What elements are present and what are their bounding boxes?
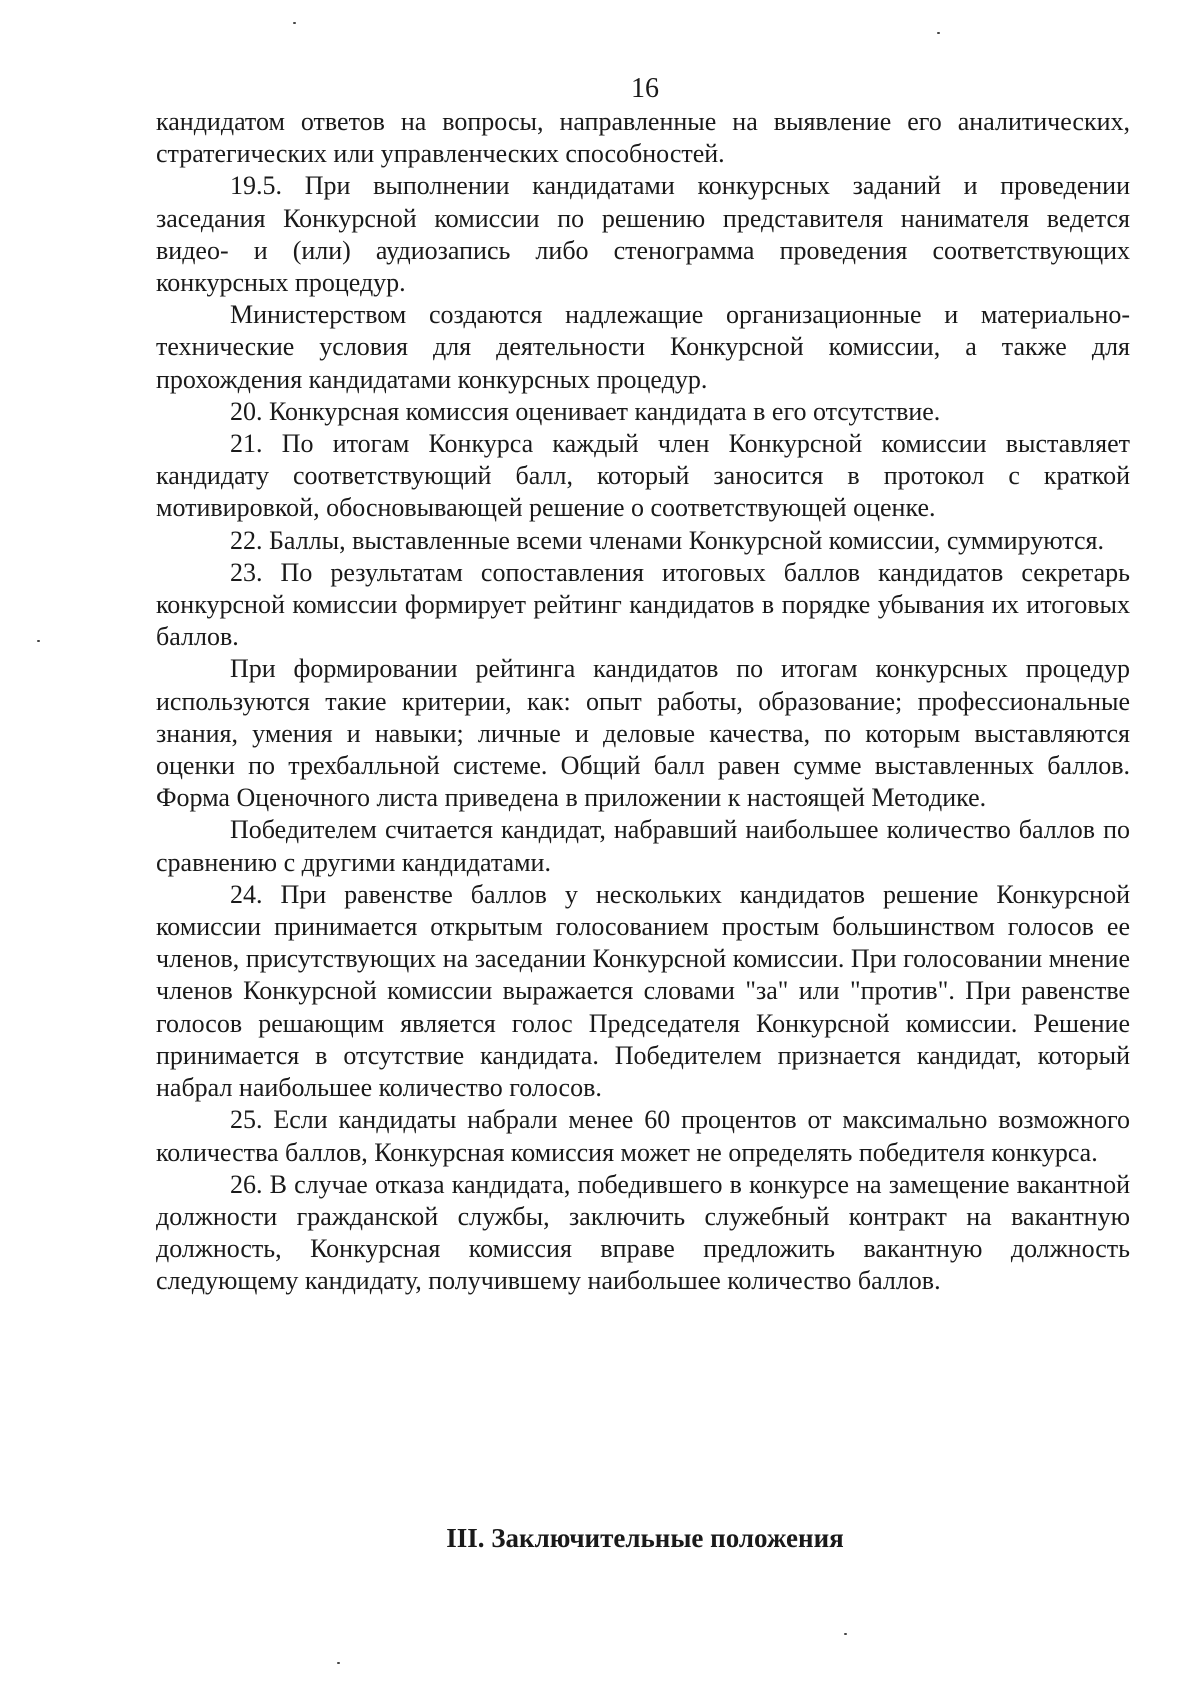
scan-speck [37, 640, 40, 642]
paragraph-winner: Победителем считается кандидат, набравший наибольшее количество баллов по сравнению с другими кандидатами. [156, 815, 1130, 877]
scan-speck [337, 1662, 340, 1664]
paragraph-22: 22. Баллы, выставленные всеми членами Конкурсной комиссии, суммируются. [230, 525, 1104, 555]
paragraph-25: 25. Если кандидаты набрали менее 60 процентов от максимально возможного количества баллов, Конкурсная комиссия может не определять победителя конкурса. [156, 1105, 1130, 1167]
section-heading: III. Заключительные положения [446, 1523, 844, 1553]
scan-speck [937, 32, 940, 34]
paragraph-24: 24. При равенстве баллов у нескольких кандидатов решение Конкурсной комиссии принимается открытым голосованием простым большинством голосов ее членов, присутствующих на заседании Конкурсной комиссии. При голосовании мнение членов Конкурсной комиссии выражается словами "за" или "против". При равенстве голосов решающим является голос Председателя Конкурсной комиссии. Решение принимается в отсутствие кандидата. Победителем признается кандидат, который набрал наибольшее количество голосов. [156, 879, 1130, 1103]
scan-speck [293, 22, 296, 24]
document-body [156, 106, 1130, 1298]
page-number: 16 [631, 73, 659, 104]
paragraph-rating-criteria: При формировании рейтинга кандидатов по итогам конкурсных процедур используются такие критерии, как: опыт работы, образование; профессиональные знания, умения и навыки; личные и деловые качества, по которым выставляются оценки по трехбалльной системе. Общий балл равен сумме выставленных баллов. Форма Оценочного листа приведена в приложении к настоящей Методике. [156, 654, 1130, 813]
paragraph-23: 23. По результатам сопоставления итоговых баллов кандидатов секретарь конкурсной комиссии формирует рейтинг кандидатов в порядке убывания их итоговых баллов. [156, 557, 1130, 652]
paragraph-19-5: 19.5. При выполнении кандидатами конкурсных заданий и проведении заседания Конкурсной комиссии по решению представителя нанимателя ведется видео- и (или) аудиозапись либо стенограмма проведения соответствующих конкурсных процедур. [156, 171, 1130, 298]
scan-speck [844, 1633, 847, 1635]
paragraph-continuation: кандидатом ответов на вопросы, направленные на выявление его аналитических, стратегических или управленческих способностей. [156, 107, 1130, 169]
paragraph-26: 26. В случае отказа кандидата, победившего в конкурсе на замещение вакантной должности гражданской службы, заключить служебный контракт на вакантную должность, Конкурсная комиссия вправе предложить вакантную должность следующему кандидату, получившему наибольшее количество баллов. [156, 1169, 1130, 1296]
paragraph-20: 20. Конкурсная комиссия оценивает кандидата в его отсутствие. [230, 396, 941, 426]
paragraph-ministry-conditions: Министерством создаются надлежащие организационные и материально-технические условия для деятельности Конкурсной комиссии, а также для прохождения кандидатами конкурсных процедур. [156, 300, 1130, 394]
paragraph-21: 21. По итогам Конкурса каждый член Конкурсной комиссии выставляет кандидату соответствующий балл, который заносится в протокол с краткой мотивировкой, обосновывающей решение о соответствующей оценке. [156, 429, 1130, 523]
